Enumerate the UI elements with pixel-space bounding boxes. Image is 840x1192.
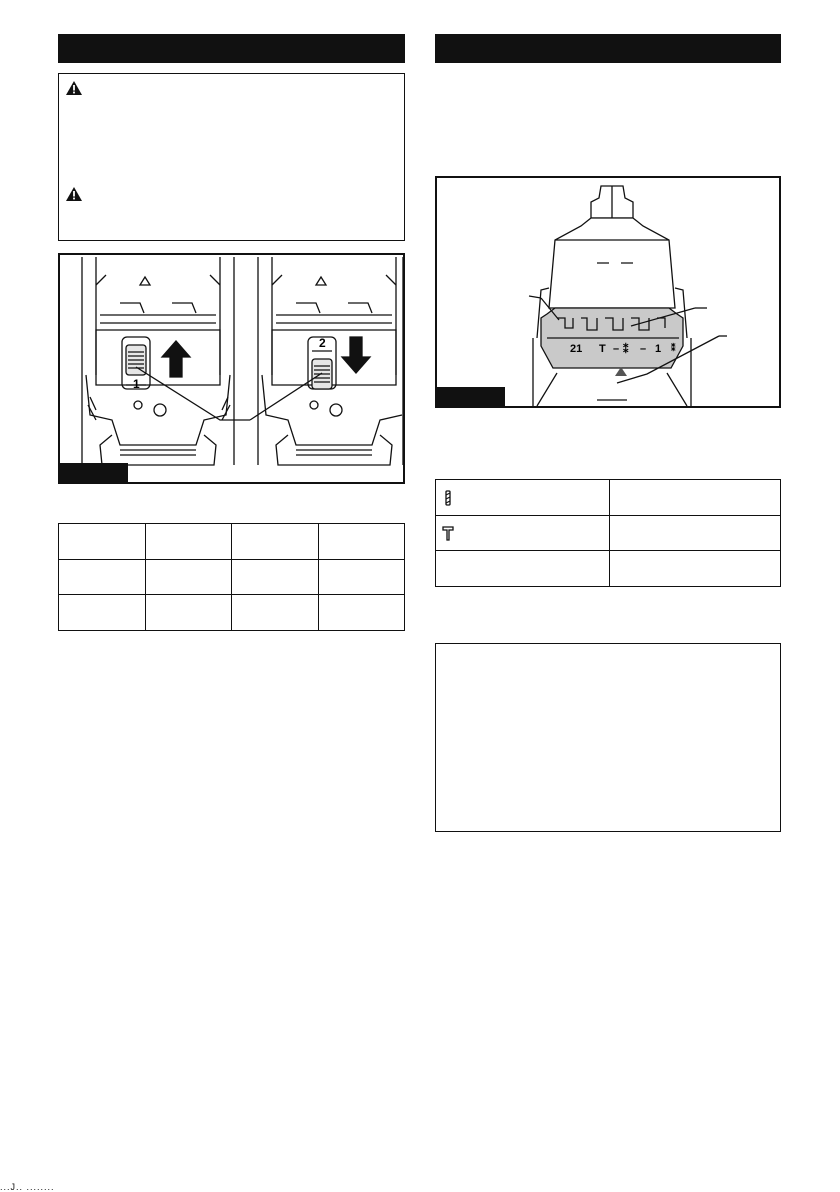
lever-position-label-2: 2	[319, 336, 326, 350]
table-cell	[610, 516, 781, 551]
ring-mark-hammer: T	[599, 343, 606, 355]
table-cell	[145, 560, 232, 595]
table-cell	[318, 595, 405, 631]
footer-text: ...J.. ........	[0, 1182, 55, 1192]
table-cell	[610, 480, 781, 516]
ring-mark-1: 1	[655, 343, 662, 355]
figure-number-tag	[60, 463, 128, 482]
section-header-left	[58, 34, 405, 63]
table-cell	[436, 516, 610, 551]
warning-icon	[65, 186, 83, 202]
note-box	[435, 643, 781, 832]
speed-lever-figure	[58, 253, 405, 484]
section-header-right	[435, 34, 781, 63]
table-cell	[610, 551, 781, 587]
table-cell	[59, 560, 146, 595]
mode-table	[435, 479, 781, 587]
table-cell	[145, 595, 232, 631]
table-cell	[232, 595, 319, 631]
table-cell	[232, 560, 319, 595]
table-cell	[232, 524, 319, 560]
drill-bit-icon	[443, 490, 453, 506]
table-cell	[436, 551, 610, 587]
figure-number-tag	[437, 387, 505, 406]
speed-table	[58, 523, 405, 631]
hammer-icon	[442, 525, 454, 541]
table-cell	[318, 560, 405, 595]
table-cell	[318, 524, 405, 560]
ring-mark-dash: –	[613, 343, 620, 355]
ring-mark-dash: –	[640, 343, 647, 355]
lever-position-label-1: 1	[133, 377, 140, 391]
action-mode-figure	[435, 176, 781, 408]
ring-mark-small: ⁑	[671, 343, 676, 353]
warning-box	[58, 73, 405, 241]
table-cell	[436, 480, 610, 516]
drill-front-view-illustration	[437, 178, 779, 406]
ring-mark-drill: ⁑	[623, 344, 629, 356]
table-cell	[59, 524, 146, 560]
tool-top-view-illustration	[60, 255, 403, 482]
table-cell	[59, 595, 146, 631]
table-cell	[145, 524, 232, 560]
ring-mark-21: 21	[570, 343, 583, 355]
warning-icon	[65, 80, 83, 96]
